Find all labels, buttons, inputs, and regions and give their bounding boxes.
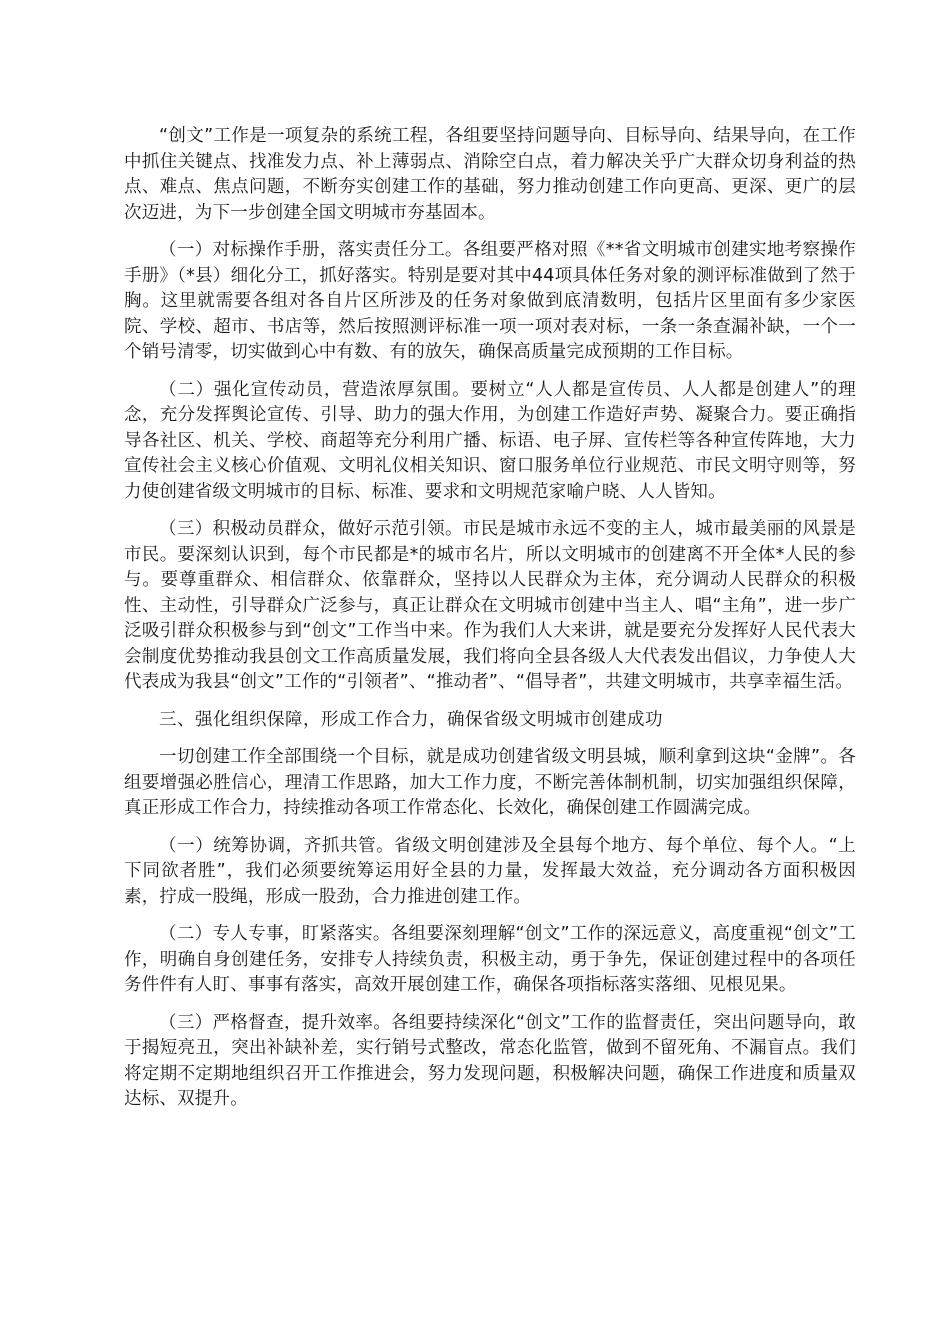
document-page — [124, 124, 856, 1125]
paragraph-dedicated-staff: （二）专人专事，盯紧落实。各组要深刻理解“创文”工作的深远意义，高度重视“创文”工作，明确自身创建任务，安排专人持续负责，积极主动，勇于争先，保证创建过程中的各项任务件件有人盯、事事有落实，高效开展创建工作，确保各项指标落实落细、见根见果。 — [124, 924, 856, 995]
paragraph-publicity: （二）强化宣传动员，营造浓厚氛围。要树立“人人都是宣传员、人人都是创建人”的理念，充分发挥舆论宣传、引导、助力的强大作用，为创建工作造好声势、凝聚合力。要正确指导各社区、机关、学校、商超等充分利用广播、标语、电子屏、宣传栏等各种宣传阵地，大力宣传社会主义核心价值观、文明礼仪相关知识、窗口服务单位行业规范、市民文明守则等，努力使创建省级文明城市的目标、标准、要求和文明规范家喻户晓、人人皆知。 — [124, 379, 856, 502]
paragraph-intro: “创文”工作是一项复杂的系统工程，各组要坚持问题导向、目标导向、结果导向，在工作中抓住关键点、找准发力点、补上薄弱点、消除空白点，着力解决关乎广大群众切身利益的热点、难点、焦点问题，不断夯实创建工作的基础，努力推动创建工作向更高、更深、更广的层次迈进，为下一步创建全国文明城市夯基固本。 — [124, 126, 856, 223]
paragraph-benchmark-manual: （一）对标操作手册，落实责任分工。各组要严格对照《**省文明城市创建实地考察操作手册》（*县）细化分工，抓好落实。特别是要对其中44项具体任务对象的测评标准做到了然于胸。这里就需要各组对各自片区所涉及的任务对象做到底清数明，包括片区里面有多少家医院、学校、超市、书店等，然后按照测评标准一项一项对表对标，一条一条查漏补缺，一个一个销号清零，切实做到心中有数、有的放矢，确保高质量完成预期的工作目标。 — [124, 240, 856, 362]
paragraph-section-3-intro: 一切创建工作全部围绕一个目标，就是成功创建省级文明县城，顺利拿到这块“金牌”。各组要增强必胜信心，理清工作思路，加大工作力度，不断完善体制机制，切实加强组织保障，真正形成工作合力，持续推动各项工作常态化、长效化，确保创建工作圆满完成。 — [124, 747, 856, 818]
paragraph-mobilize-masses: （三）积极动员群众，做好示范引领。市民是城市永远不变的主人，城市最美丽的风景是市民。要深刻认识到，每个市民都是*的城市名片，所以文明城市的创建离不开全体*人民的参与。要尊重群众、相信群众、依靠群众，坚持以人民群众为主体，充分调动人民群众的积极性、主动性，引导群众广泛参与，真正让群众在文明城市创建中当主人、唱“主角”，进一步广泛吸引群众积极参与到“创文”工作当中来。作为我们人大来讲，就是要充分发挥好人民代表大会制度优势推动我县创文工作高质量发展，我们将向全县各级人大代表发出倡议，力争使人大代表成为我县“创文”工作的“引领者”、“推动者”、“倡导者”，共建文明城市，共享幸福生活。 — [124, 519, 856, 692]
section-heading-3: 三、强化组织保障，形成工作合力，确保省级文明城市创建成功 — [159, 709, 663, 730]
paragraph-coordination: （一）统筹协调，齐抓共管。省级文明创建涉及全县每个地方、每个单位、每个人。“上下同欲者胜”，我们必须要统筹运用好全县的力量，发挥最大效益，充分调动各方面积极因素，拧成一股绳，形成一股劲，合力推进创建工作。 — [124, 835, 856, 907]
paragraph-supervision: （三）严格督查，提升效率。各组要持续深化“创文”工作的监督责任，突出问题导向，敢于揭短亮丑，突出补缺补差，实行销号式整改，常态化监管，做到不留死角、不漏盲点。我们将定期不定期地组织召开工作推进会，努力发现问题，积极解决问题，确保工作进度和质量双达标、双提升。 — [124, 1012, 856, 1109]
